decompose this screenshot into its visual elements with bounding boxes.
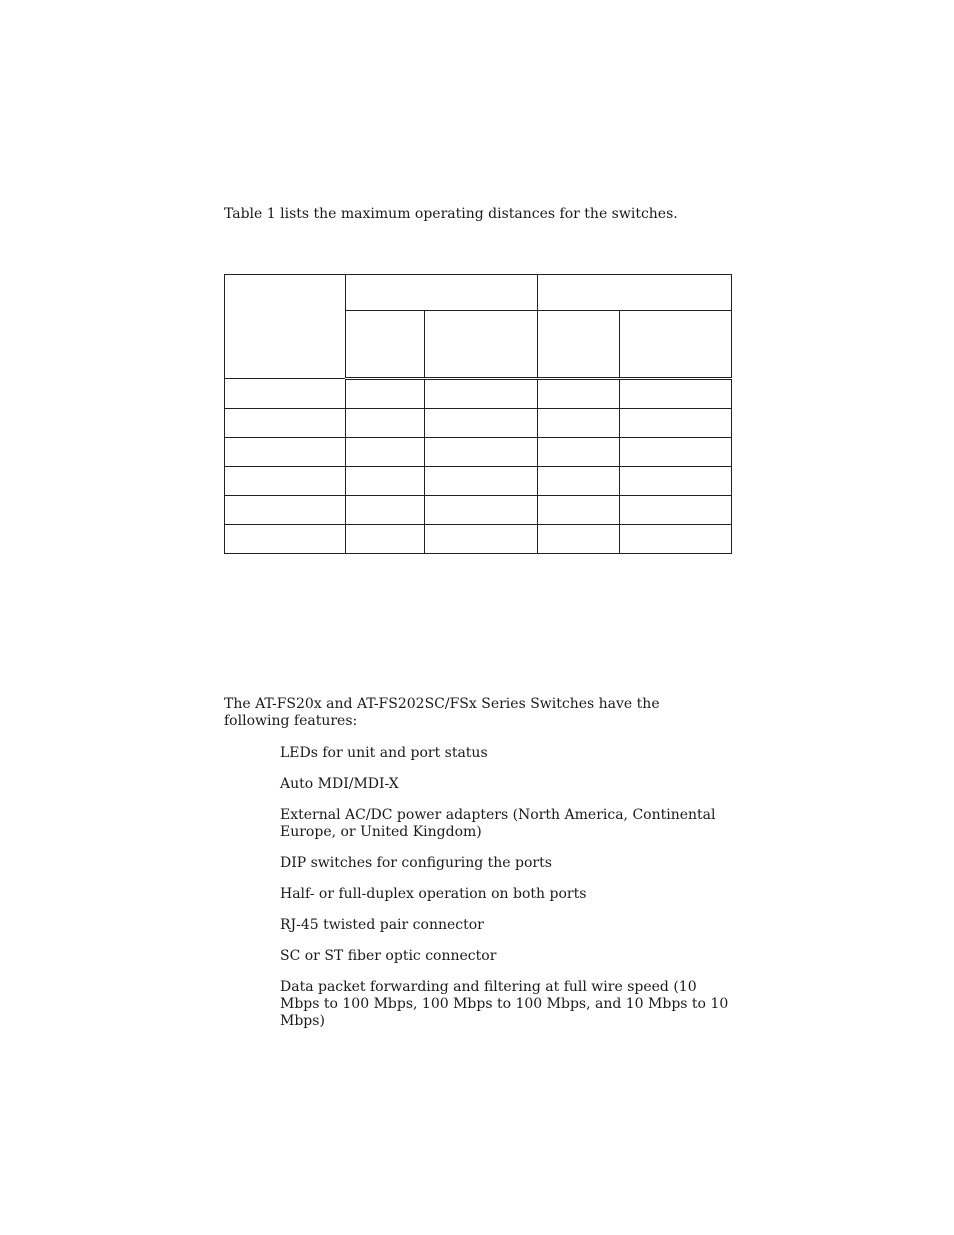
features-list bbox=[280, 745, 730, 1044]
table-cell bbox=[425, 525, 538, 554]
table-row bbox=[225, 525, 732, 554]
table-subheader-cell bbox=[346, 311, 425, 379]
table-row bbox=[225, 438, 732, 467]
table-cell bbox=[538, 467, 620, 496]
table-cell bbox=[538, 496, 620, 525]
table-cell bbox=[425, 467, 538, 496]
table-cell bbox=[346, 379, 425, 409]
operating-distance-table bbox=[224, 274, 732, 554]
table-cell bbox=[346, 525, 425, 554]
table-cell bbox=[425, 409, 538, 438]
list-item: RJ-45 twisted pair connector bbox=[280, 917, 484, 933]
list-item: Half- or full-duplex operation on both ports bbox=[280, 886, 587, 902]
list-item: LEDs for unit and port status bbox=[280, 745, 488, 761]
table-cell bbox=[346, 467, 425, 496]
table-cell bbox=[225, 496, 346, 525]
table-cell bbox=[346, 438, 425, 467]
table-cell bbox=[225, 467, 346, 496]
table-cell bbox=[225, 525, 346, 554]
table-cell bbox=[346, 496, 425, 525]
table-row bbox=[225, 467, 732, 496]
table-cell bbox=[225, 409, 346, 438]
table-header-row bbox=[225, 275, 732, 311]
table-header-cell bbox=[225, 275, 346, 379]
list-item: SC or ST fiber optic connector bbox=[280, 948, 497, 964]
table-row bbox=[225, 496, 732, 525]
table-row bbox=[225, 379, 732, 409]
list-item: DIP switches for configuring the ports bbox=[280, 855, 552, 871]
table-cell bbox=[538, 525, 620, 554]
table-header-cell bbox=[346, 275, 538, 311]
table-cell bbox=[620, 438, 732, 467]
list-item: Data packet forwarding and filtering at full wire speed (10 Mbps to 100 Mbps, 100 Mbps to 100 Mbps, and 10 Mbps to 10 Mbps) bbox=[280, 979, 729, 1029]
table-subheader-cell bbox=[538, 311, 620, 379]
table-cell bbox=[620, 409, 732, 438]
table-cell bbox=[225, 379, 346, 409]
table-cell bbox=[620, 379, 732, 409]
table-cell bbox=[346, 409, 425, 438]
table-cell bbox=[538, 409, 620, 438]
table-subheader-cell bbox=[425, 311, 538, 379]
table-cell bbox=[225, 438, 346, 467]
list-item: External AC/DC power adapters (North America, Continental Europe, or United Kingdom) bbox=[280, 807, 716, 840]
table-cell bbox=[538, 438, 620, 467]
intro-paragraph: Table 1 lists the maximum operating distances for the switches. bbox=[224, 206, 678, 222]
table-cell bbox=[620, 496, 732, 525]
table-subheader-cell bbox=[620, 311, 732, 379]
table-cell bbox=[620, 467, 732, 496]
table-cell bbox=[620, 525, 732, 554]
features-intro-paragraph: The AT-FS20x and AT-FS202SC/FSx Series Switches have the following features: bbox=[224, 696, 660, 729]
table-header-cell bbox=[538, 275, 732, 311]
table-cell bbox=[425, 496, 538, 525]
table-row bbox=[225, 409, 732, 438]
list-item: Auto MDI/MDI-X bbox=[280, 776, 399, 792]
table-cell bbox=[425, 379, 538, 409]
table-cell bbox=[425, 438, 538, 467]
table-cell bbox=[538, 379, 620, 409]
